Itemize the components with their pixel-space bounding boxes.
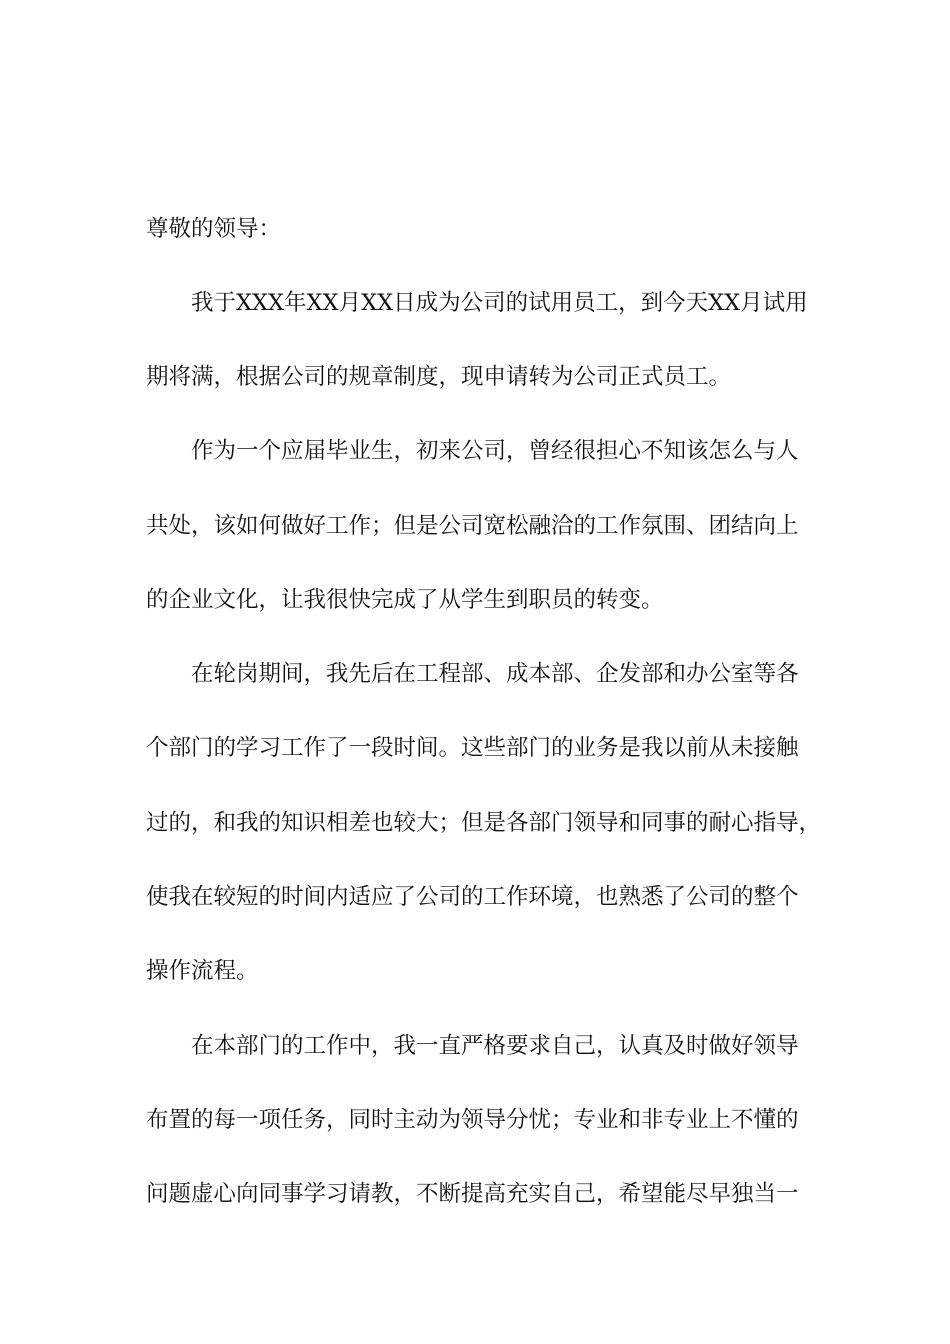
- paragraph-1-line-2: 期将满，根据公司的规章制度，现申请转为公司正式员工。: [146, 364, 732, 390]
- paragraph-3-line-5: 操作流程。: [146, 958, 259, 984]
- paragraph-3-line-4: 使我在较短的时间内适应了公司的工作环境，也熟悉了公司的整个: [146, 884, 799, 910]
- paragraph-3-line-3: 过的，和我的知识相差也较大；但是各部门领导和同事的耐心指导，: [146, 810, 822, 836]
- paragraph-4-line-3: 问题虚心向同事学习请教，不断提高充实自己，希望能尽早独当一: [146, 1181, 799, 1207]
- paragraph-4-line-1: 在本部门的工作中，我一直严格要求自己，认真及时做好领导: [191, 1033, 799, 1059]
- paragraph-1-line-1: 我于XXX年XX月XX日成为公司的试用员工，到今天XX月试用: [191, 290, 808, 316]
- paragraph-2-line-2: 共处，该如何做好工作；但是公司宽松融洽的工作氛围、团结向上: [146, 513, 799, 539]
- paragraph-3-line-1: 在轮岗期间，我先后在工程部、成本部、企发部和办公室等各: [191, 661, 799, 687]
- paragraph-4-line-2: 布置的每一项任务，同时主动为领导分忧；专业和非专业上不懂的: [146, 1107, 799, 1133]
- paragraph-3-line-2: 个部门的学习工作了一段时间。这些部门的业务是我以前从未接触: [146, 735, 799, 761]
- salutation: 尊敬的领导：: [146, 216, 282, 242]
- paragraph-2-line-3: 的企业文化，让我很快完成了从学生到职员的转变。: [146, 587, 664, 613]
- paragraph-2-line-1: 作为一个应届毕业生，初来公司，曾经很担心不知该怎么与人: [191, 438, 799, 464]
